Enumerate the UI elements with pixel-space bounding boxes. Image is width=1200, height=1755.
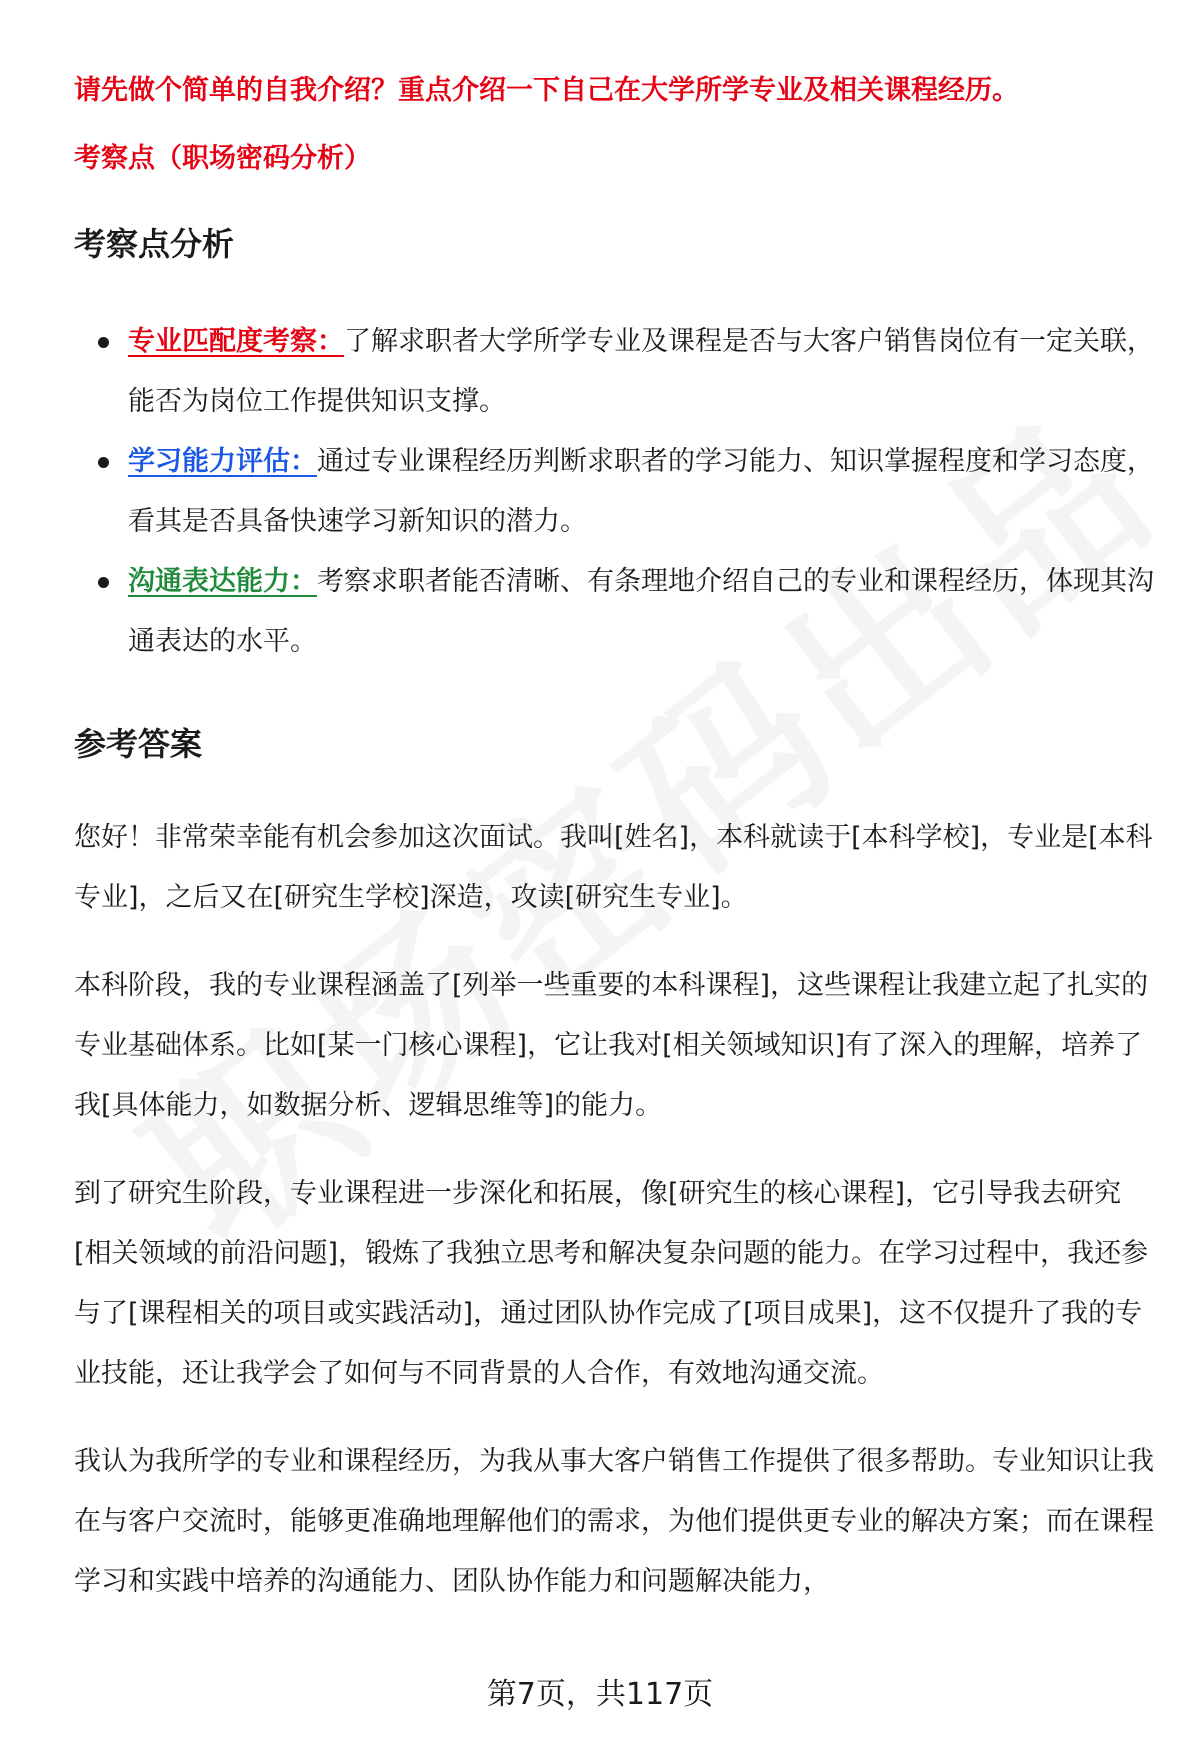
interview-question: 请先做个简单的自我介绍？重点介绍一下自己在大学所学专业及相关课程经历。 — [74, 75, 1019, 106]
question-subtitle: 考察点（职场密码分析） — [74, 143, 371, 174]
answer-paragraph: 您好！非常荣幸能有机会参加这次面试。我叫[姓名]，本科就读于[本科学校]，专业是[本科专业]，之后又在[研究生学校]深造，攻读[研究生专业]。 — [74, 822, 1153, 913]
bullet-icon — [98, 337, 109, 348]
answer-paragraph: 到了研究生阶段，专业课程进一步深化和拓展，像[研究生的核心课程]，它引导我去研究[相关领域的前沿问题]，锻炼了我独立思考和解决复杂问题的能力。在学习过程中，我还参与了[课程相关的项目或实践活动]，通过团队协作完成了[项目成果]，这不仅提升了我的专业技能，还让我学会了如何与不同背景的人合作，有效地沟通交流。 — [74, 1178, 1149, 1389]
analysis-point-label: 专业匹配度考察： — [128, 326, 344, 357]
bullet-icon — [98, 577, 109, 588]
answer-paragraph: 本科阶段，我的专业课程涵盖了[列举一些重要的本科课程]，这些课程让我建立起了扎实的专业基础体系。比如[某一门核心课程]，它让我对[相关领域知识]有了深入的理解，培养了我[具体能力，如数据分析、逻辑思维等]的能力。 — [74, 970, 1149, 1121]
bullet-icon — [98, 457, 109, 468]
analysis-point — [74, 312, 1154, 432]
analysis-point-label: 学习能力评估： — [128, 446, 317, 477]
analysis-point — [74, 552, 1154, 672]
page-content — [74, 70, 1154, 1640]
page-number: 第7页，共117页 — [486, 1677, 714, 1712]
analysis-points-list — [74, 312, 1154, 672]
analysis-heading: 考察点分析 — [74, 225, 235, 263]
answer-heading: 参考答案 — [74, 725, 203, 763]
analysis-point — [74, 432, 1154, 552]
analysis-point-text: 考察求职者能否清晰、有条理地介绍自己的专业和课程经历，体现其沟通表达的水平。 — [128, 566, 1154, 657]
analysis-point-label: 沟通表达能力： — [128, 566, 317, 597]
answer-paragraph: 我认为我所学的专业和课程经历，为我从事大客户销售工作提供了很多帮助。专业知识让我在与客户交流时，能够更准确地理解他们的需求，为他们提供更专业的解决方案；而在课程学习和实践中培养的沟通能力、团队协作能力和问题解决能力， — [74, 1446, 1154, 1597]
analysis-point-text: 通过专业课程经历判断求职者的学习能力、知识掌握程度和学习态度，看其是否具备快速学习新知识的潜力。 — [128, 446, 1154, 537]
analysis-point-text: 了解求职者大学所学专业及课程是否与大客户销售岗位有一定关联，能否为岗位工作提供知识支撑。 — [128, 326, 1154, 417]
